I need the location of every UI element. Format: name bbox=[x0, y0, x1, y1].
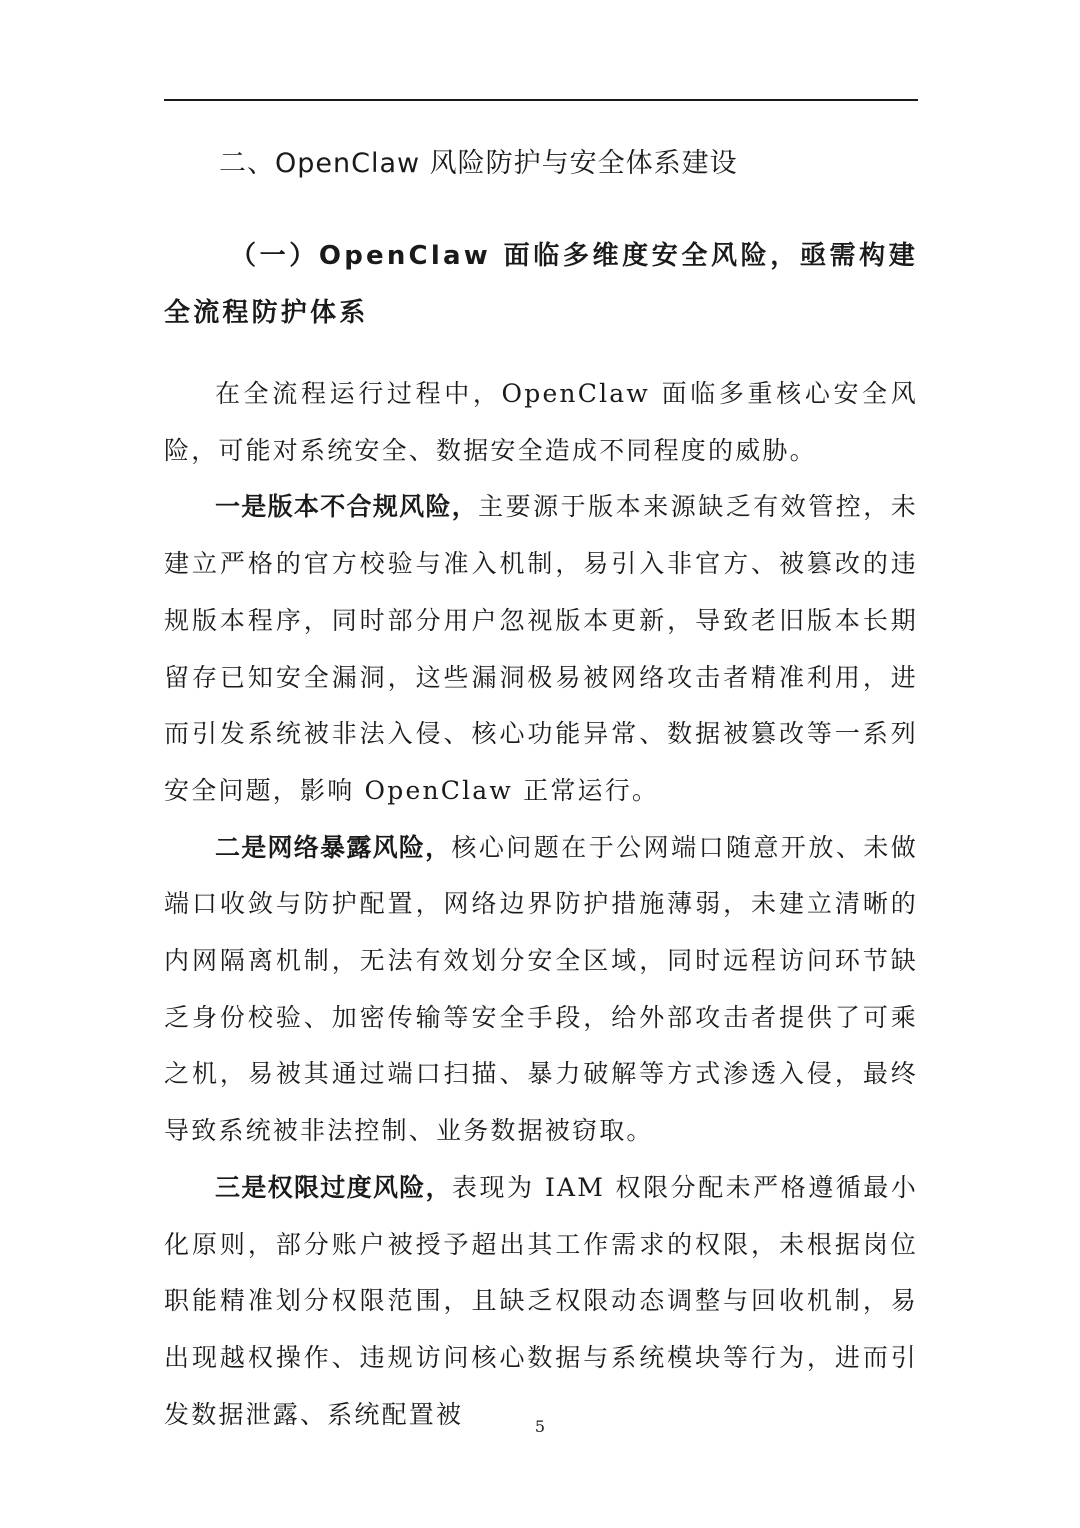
risk-text: 表现为 IAM 权限分配未严格遵循最小化原则，部分账户被授予超出其工作需求的权限，未根据岗位职能精准划分权限范围，且缺乏权限动态调整与回收机制，易出现越权操作、违规访问核心数据与系统模块等行为，进而引发数据泄露、系统配置被 bbox=[164, 1172, 918, 1429]
intro-paragraph: 在全流程运行过程中，OpenClaw 面临多重核心安全风险，可能对系统安全、数据安全造成不同程度的威胁。 bbox=[164, 379, 918, 465]
risk-lead: 三是权限过度风险， bbox=[215, 1172, 452, 1202]
risk-text: 主要源于版本来源缺乏有效管控，未建立严格的官方校验与准入机制，易引入非官方、被篡改的违规版本程序，同时部分用户忽视版本更新，导致老旧版本长期留存已知安全漏洞，这些漏洞极易被网络攻击者精准利用，进而引发系统被非法入侵、核心功能异常、数据被篡改等一系列安全问题，影响 OpenClaw 正常运行。 bbox=[164, 492, 918, 805]
section-heading: 二、OpenClaw 风险防护与安全体系建设 bbox=[219, 148, 738, 179]
risk-lead: 二是网络暴露风险， bbox=[215, 832, 452, 862]
risk-paragraph-version bbox=[164, 479, 918, 819]
risk-text: 核心问题在于公网端口随意开放、未做端口收敛与防护配置，网络边界防护措施薄弱，未建立清晰的内网隔离机制，无法有效划分安全区域，同时远程访问环节缺乏身份校验、加密传输等安全手段，给外部攻击者提供了可乘之机，易被其通过端口扫描、暴力破解等方式渗透入侵，最终导致系统被非法控制、业务数据被窃取。 bbox=[164, 832, 918, 1146]
risk-paragraph-network bbox=[164, 820, 918, 1160]
risk-paragraph-permission bbox=[164, 1160, 918, 1444]
page-number: 5 bbox=[534, 1417, 546, 1436]
body-text bbox=[164, 366, 918, 1443]
header-rule bbox=[164, 99, 918, 101]
risk-lead: 一是版本不合规风险， bbox=[215, 492, 479, 522]
sub-heading: （一）OpenClaw 面临多维度安全风险，亟需构建全流程防护体系 bbox=[164, 241, 918, 328]
